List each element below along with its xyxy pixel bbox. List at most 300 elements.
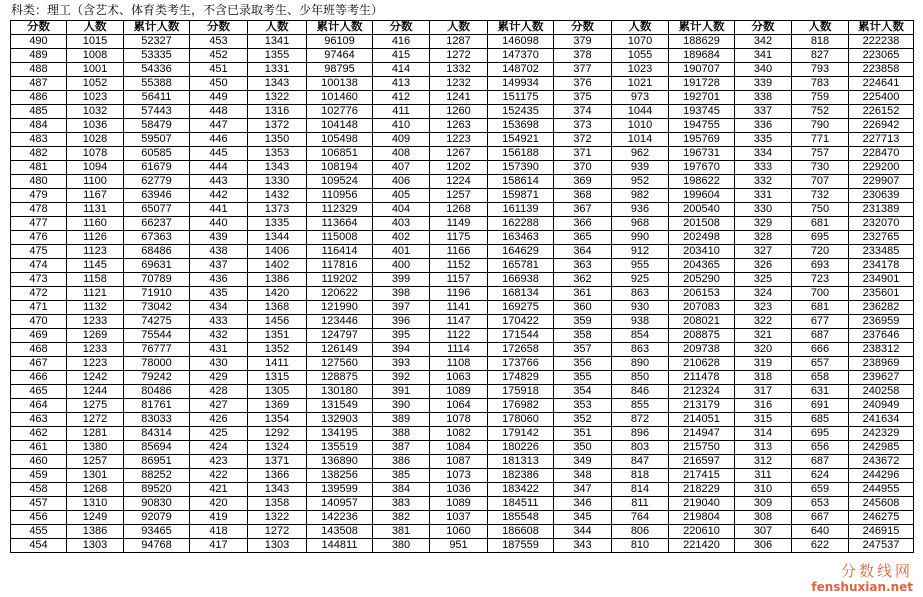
table-cell: 458 <box>11 483 67 497</box>
table-cell: 57443 <box>124 105 190 119</box>
table-cell: 83033 <box>124 413 190 427</box>
table-cell: 226152 <box>849 105 914 119</box>
table-cell: 317 <box>735 385 792 399</box>
table-cell: 84314 <box>124 427 190 441</box>
table-row <box>11 455 914 469</box>
table-cell: 1089 <box>430 385 488 399</box>
table-cell: 369 <box>554 175 612 189</box>
table-cell: 234178 <box>849 259 914 273</box>
table-cell: 429 <box>190 371 248 385</box>
table-cell: 1386 <box>67 525 124 539</box>
table-cell: 396 <box>373 315 430 329</box>
table-cell: 208021 <box>669 315 735 329</box>
table-cell: 1064 <box>430 399 488 413</box>
table-cell: 213179 <box>669 399 735 413</box>
table-row <box>11 35 914 49</box>
table-cell: 439 <box>190 231 248 245</box>
table-cell: 219804 <box>669 511 735 525</box>
table-cell: 231389 <box>849 203 914 217</box>
table-row <box>11 399 914 413</box>
column-header: 分数 <box>11 21 67 35</box>
table-cell: 1287 <box>430 35 488 49</box>
table-cell: 347 <box>554 483 612 497</box>
site-watermark <box>811 563 913 594</box>
table-cell: 1108 <box>430 357 488 371</box>
table-cell: 362 <box>554 273 612 287</box>
table-cell: 320 <box>735 343 792 357</box>
table-cell: 1141 <box>430 301 488 315</box>
table-cell: 1082 <box>430 427 488 441</box>
table-cell: 224641 <box>849 77 914 91</box>
table-cell: 1354 <box>248 413 307 427</box>
table-cell: 127560 <box>307 357 373 371</box>
column-header: 分数 <box>373 21 430 35</box>
table-cell: 850 <box>612 371 669 385</box>
table-cell: 771 <box>792 133 849 147</box>
table-cell: 338 <box>735 91 792 105</box>
table-cell: 78000 <box>124 357 190 371</box>
table-cell: 1355 <box>248 49 307 63</box>
table-cell: 847 <box>612 455 669 469</box>
table-cell: 700 <box>792 287 849 301</box>
table-cell: 327 <box>735 245 792 259</box>
table-cell: 459 <box>11 469 67 483</box>
table-cell: 1023 <box>67 91 124 105</box>
table-row <box>11 175 914 189</box>
table-cell: 308 <box>735 511 792 525</box>
table-cell: 96109 <box>307 35 373 49</box>
table-cell: 108194 <box>307 161 373 175</box>
table-cell: 1301 <box>67 469 124 483</box>
table-cell: 367 <box>554 203 612 217</box>
table-cell: 364 <box>554 245 612 259</box>
table-cell: 117816 <box>307 259 373 273</box>
table-cell: 354 <box>554 385 612 399</box>
table-cell: 1303 <box>67 539 124 553</box>
table-cell: 730 <box>792 161 849 175</box>
score-distribution-table <box>10 20 914 553</box>
column-header: 累计人数 <box>488 21 554 35</box>
table-cell: 687 <box>792 329 849 343</box>
table-cell: 383 <box>373 497 430 511</box>
table-cell: 194755 <box>669 119 735 133</box>
table-cell: 453 <box>190 35 248 49</box>
table-cell: 62779 <box>124 175 190 189</box>
table-cell: 631 <box>792 385 849 399</box>
table-cell: 1202 <box>430 161 488 175</box>
table-cell: 368 <box>554 189 612 203</box>
table-cell: 161139 <box>488 203 554 217</box>
table-cell: 389 <box>373 413 430 427</box>
table-cell: 863 <box>612 287 669 301</box>
table-cell: 486 <box>11 91 67 105</box>
table-cell: 139599 <box>307 483 373 497</box>
table-cell: 1175 <box>430 231 488 245</box>
table-cell: 234901 <box>849 273 914 287</box>
table-cell: 88252 <box>124 469 190 483</box>
table-cell: 351 <box>554 427 612 441</box>
table-cell: 55388 <box>124 77 190 91</box>
table-cell: 205290 <box>669 273 735 287</box>
table-cell: 168134 <box>488 287 554 301</box>
table-cell: 410 <box>373 119 430 133</box>
table-cell: 199604 <box>669 189 735 203</box>
table-cell: 149934 <box>488 77 554 91</box>
table-cell: 414 <box>373 63 430 77</box>
table-cell: 65077 <box>124 203 190 217</box>
table-cell: 232070 <box>849 217 914 231</box>
table-cell: 490 <box>11 35 67 49</box>
table-cell: 121990 <box>307 301 373 315</box>
table-cell: 1350 <box>248 133 307 147</box>
table-cell: 214947 <box>669 427 735 441</box>
table-cell: 388 <box>373 427 430 441</box>
table-cell: 227713 <box>849 133 914 147</box>
table-cell: 1032 <box>67 105 124 119</box>
table-cell: 695 <box>792 427 849 441</box>
table-cell: 232765 <box>849 231 914 245</box>
table-cell: 402 <box>373 231 430 245</box>
table-cell: 98795 <box>307 63 373 77</box>
table-cell: 938 <box>612 315 669 329</box>
table-cell: 244296 <box>849 469 914 483</box>
table-row <box>11 511 914 525</box>
table-cell: 211478 <box>669 371 735 385</box>
table-cell: 239627 <box>849 371 914 385</box>
table-row <box>11 133 914 147</box>
table-cell: 1036 <box>67 119 124 133</box>
column-header: 人数 <box>67 21 124 35</box>
table-cell: 315 <box>735 413 792 427</box>
table-cell: 373 <box>554 119 612 133</box>
table-cell: 431 <box>190 343 248 357</box>
table-cell: 658 <box>792 371 849 385</box>
table-cell: 318 <box>735 371 792 385</box>
table-cell: 79242 <box>124 371 190 385</box>
table-cell: 1132 <box>67 301 124 315</box>
table-cell: 441 <box>190 203 248 217</box>
table-cell: 1233 <box>67 315 124 329</box>
table-cell: 990 <box>612 231 669 245</box>
table-cell: 1315 <box>248 371 307 385</box>
table-cell: 391 <box>373 385 430 399</box>
table-cell: 165781 <box>488 259 554 273</box>
table-cell: 404 <box>373 203 430 217</box>
table-cell: 481 <box>11 161 67 175</box>
table-cell: 309 <box>735 497 792 511</box>
table-cell: 334 <box>735 147 792 161</box>
table-row <box>11 161 914 175</box>
table-cell: 172658 <box>488 343 554 357</box>
table-cell: 374 <box>554 105 612 119</box>
table-cell: 126149 <box>307 343 373 357</box>
table-cell: 1166 <box>430 245 488 259</box>
table-cell: 1223 <box>430 133 488 147</box>
table-cell: 316 <box>735 399 792 413</box>
table-cell: 135519 <box>307 441 373 455</box>
table-cell: 1322 <box>248 91 307 105</box>
table-cell: 67363 <box>124 231 190 245</box>
table-cell: 666 <box>792 343 849 357</box>
table-cell: 241634 <box>849 413 914 427</box>
table-cell: 1145 <box>67 259 124 273</box>
table-cell: 420 <box>190 497 248 511</box>
table-cell: 982 <box>612 189 669 203</box>
table-row <box>11 203 914 217</box>
table-cell: 1456 <box>248 315 307 329</box>
table-cell: 1126 <box>67 231 124 245</box>
table-cell: 622 <box>792 539 849 553</box>
table-cell: 337 <box>735 105 792 119</box>
table-cell: 440 <box>190 217 248 231</box>
table-cell: 1070 <box>612 35 669 49</box>
table-cell: 1087 <box>430 455 488 469</box>
table-cell: 466 <box>11 371 67 385</box>
table-cell: 229200 <box>849 161 914 175</box>
table-cell: 104148 <box>307 119 373 133</box>
header-row <box>11 21 914 35</box>
table-cell: 376 <box>554 77 612 91</box>
table-row <box>11 357 914 371</box>
table-cell: 806 <box>612 525 669 539</box>
table-cell: 476 <box>11 231 67 245</box>
table-cell: 477 <box>11 217 67 231</box>
table-cell: 358 <box>554 329 612 343</box>
table-cell: 1368 <box>248 301 307 315</box>
table-cell: 132903 <box>307 413 373 427</box>
table-cell: 411 <box>373 105 430 119</box>
table-cell: 472 <box>11 287 67 301</box>
table-row <box>11 329 914 343</box>
table-cell: 156188 <box>488 147 554 161</box>
table-cell: 451 <box>190 63 248 77</box>
table-cell: 418 <box>190 525 248 539</box>
table-row <box>11 315 914 329</box>
table-cell: 345 <box>554 511 612 525</box>
table-cell: 939 <box>612 161 669 175</box>
table-cell: 215750 <box>669 441 735 455</box>
table-cell: 434 <box>190 301 248 315</box>
table-cell: 455 <box>11 525 67 539</box>
table-cell: 335 <box>735 133 792 147</box>
table-cell: 173766 <box>488 357 554 371</box>
table-cell: 170422 <box>488 315 554 329</box>
table-cell: 221420 <box>669 539 735 553</box>
table-cell: 352 <box>554 413 612 427</box>
table-cell: 1023 <box>612 63 669 77</box>
table-cell: 653 <box>792 497 849 511</box>
table-cell: 827 <box>792 49 849 63</box>
table-cell: 1232 <box>430 77 488 91</box>
table-cell: 203410 <box>669 245 735 259</box>
table-cell: 158614 <box>488 175 554 189</box>
table-cell: 212324 <box>669 385 735 399</box>
table-body <box>11 35 914 553</box>
table-cell: 1402 <box>248 259 307 273</box>
table-cell: 474 <box>11 259 67 273</box>
table-cell: 325 <box>735 273 792 287</box>
table-cell: 243672 <box>849 455 914 469</box>
table-cell: 237646 <box>849 329 914 343</box>
table-cell: 480 <box>11 175 67 189</box>
table-cell: 219040 <box>669 497 735 511</box>
table-cell: 144811 <box>307 539 373 553</box>
table-cell: 1036 <box>430 483 488 497</box>
table-cell: 226942 <box>849 119 914 133</box>
table-cell: 181313 <box>488 455 554 469</box>
table-cell: 656 <box>792 441 849 455</box>
table-cell: 478 <box>11 203 67 217</box>
table-cell: 412 <box>373 91 430 105</box>
table-cell: 214051 <box>669 413 735 427</box>
table-cell: 186608 <box>488 525 554 539</box>
table-cell: 322 <box>735 315 792 329</box>
table-cell: 217415 <box>669 469 735 483</box>
table-cell: 471 <box>11 301 67 315</box>
column-header: 人数 <box>792 21 849 35</box>
table-cell: 216597 <box>669 455 735 469</box>
table-cell: 1263 <box>430 119 488 133</box>
table-cell: 1310 <box>67 497 124 511</box>
table-cell: 147370 <box>488 49 554 63</box>
table-cell: 1044 <box>612 105 669 119</box>
table-cell: 1331 <box>248 63 307 77</box>
table-cell: 1122 <box>430 329 488 343</box>
table-row <box>11 525 914 539</box>
table-cell: 344 <box>554 525 612 539</box>
table-cell: 1292 <box>248 427 307 441</box>
table-cell: 183422 <box>488 483 554 497</box>
table-cell: 854 <box>612 329 669 343</box>
table-cell: 187559 <box>488 539 554 553</box>
table-row <box>11 371 914 385</box>
table-cell: 1380 <box>67 441 124 455</box>
table-cell: 353 <box>554 399 612 413</box>
table-cell: 846 <box>612 385 669 399</box>
table-cell: 392 <box>373 371 430 385</box>
table-cell: 436 <box>190 273 248 287</box>
table-row <box>11 119 914 133</box>
table-cell: 246275 <box>849 511 914 525</box>
table-cell: 69631 <box>124 259 190 273</box>
table-cell: 803 <box>612 441 669 455</box>
table-cell: 1260 <box>430 105 488 119</box>
table-row <box>11 301 914 315</box>
table-cell: 1028 <box>67 133 124 147</box>
table-cell: 197670 <box>669 161 735 175</box>
table-cell: 340 <box>735 63 792 77</box>
table-cell: 469 <box>11 329 67 343</box>
table-cell: 89520 <box>124 483 190 497</box>
table-cell: 424 <box>190 441 248 455</box>
table-cell: 723 <box>792 273 849 287</box>
table-cell: 179142 <box>488 427 554 441</box>
table-cell: 85694 <box>124 441 190 455</box>
table-cell: 106851 <box>307 147 373 161</box>
table-cell: 200540 <box>669 203 735 217</box>
table-row <box>11 49 914 63</box>
column-header: 累计人数 <box>124 21 190 35</box>
table-cell: 1158 <box>67 273 124 287</box>
table-cell: 346 <box>554 497 612 511</box>
table-cell: 456 <box>11 511 67 525</box>
table-cell: 1316 <box>248 105 307 119</box>
table-cell: 936 <box>612 203 669 217</box>
table-cell: 863 <box>612 343 669 357</box>
column-header: 累计人数 <box>307 21 373 35</box>
table-cell: 759 <box>792 91 849 105</box>
table-cell: 349 <box>554 455 612 469</box>
table-cell: 222238 <box>849 35 914 49</box>
table-cell: 1322 <box>248 511 307 525</box>
table-cell: 462 <box>11 427 67 441</box>
table-row <box>11 63 914 77</box>
table-cell: 109524 <box>307 175 373 189</box>
table-cell: 1244 <box>67 385 124 399</box>
table-cell: 311 <box>735 469 792 483</box>
table-cell: 74275 <box>124 315 190 329</box>
table-cell: 1267 <box>430 147 488 161</box>
table-cell: 245608 <box>849 497 914 511</box>
table-cell: 163463 <box>488 231 554 245</box>
table-cell: 210628 <box>669 357 735 371</box>
table-cell: 454 <box>11 539 67 553</box>
table-cell: 1432 <box>248 189 307 203</box>
table-cell: 435 <box>190 287 248 301</box>
table-cell: 1352 <box>248 343 307 357</box>
table-cell: 1420 <box>248 287 307 301</box>
table-cell: 406 <box>373 175 430 189</box>
table-cell: 432 <box>190 329 248 343</box>
table-cell: 166938 <box>488 273 554 287</box>
table-cell: 229907 <box>849 175 914 189</box>
table-cell: 182386 <box>488 469 554 483</box>
table-cell: 677 <box>792 315 849 329</box>
table-cell: 228470 <box>849 147 914 161</box>
table-cell: 342 <box>735 35 792 49</box>
table-cell: 140957 <box>307 497 373 511</box>
table-cell: 750 <box>792 203 849 217</box>
table-cell: 912 <box>612 245 669 259</box>
table-cell: 1233 <box>67 343 124 357</box>
table-caption: 科类：理工（含艺术、体育类考生，不含已录取考生、少年班等考生） <box>11 3 384 17</box>
table-cell: 58479 <box>124 119 190 133</box>
table-cell: 202498 <box>669 231 735 245</box>
table-cell: 328 <box>735 231 792 245</box>
table-cell: 306 <box>735 539 792 553</box>
table-cell: 1371 <box>248 455 307 469</box>
table-cell: 164629 <box>488 245 554 259</box>
table-cell: 487 <box>11 77 67 91</box>
table-cell: 720 <box>792 245 849 259</box>
table-cell: 430 <box>190 357 248 371</box>
table-cell: 148702 <box>488 63 554 77</box>
table-cell: 201508 <box>669 217 735 231</box>
table-cell: 94768 <box>124 539 190 553</box>
table-cell: 143508 <box>307 525 373 539</box>
table-cell: 361 <box>554 287 612 301</box>
table-cell: 105498 <box>307 133 373 147</box>
table-cell: 685 <box>792 413 849 427</box>
table-cell: 1249 <box>67 511 124 525</box>
table-cell: 233485 <box>849 245 914 259</box>
table-cell: 1281 <box>67 427 124 441</box>
table-cell: 399 <box>373 273 430 287</box>
table-cell: 230639 <box>849 189 914 203</box>
table-cell: 218229 <box>669 483 735 497</box>
table-cell: 783 <box>792 77 849 91</box>
table-cell: 333 <box>735 161 792 175</box>
